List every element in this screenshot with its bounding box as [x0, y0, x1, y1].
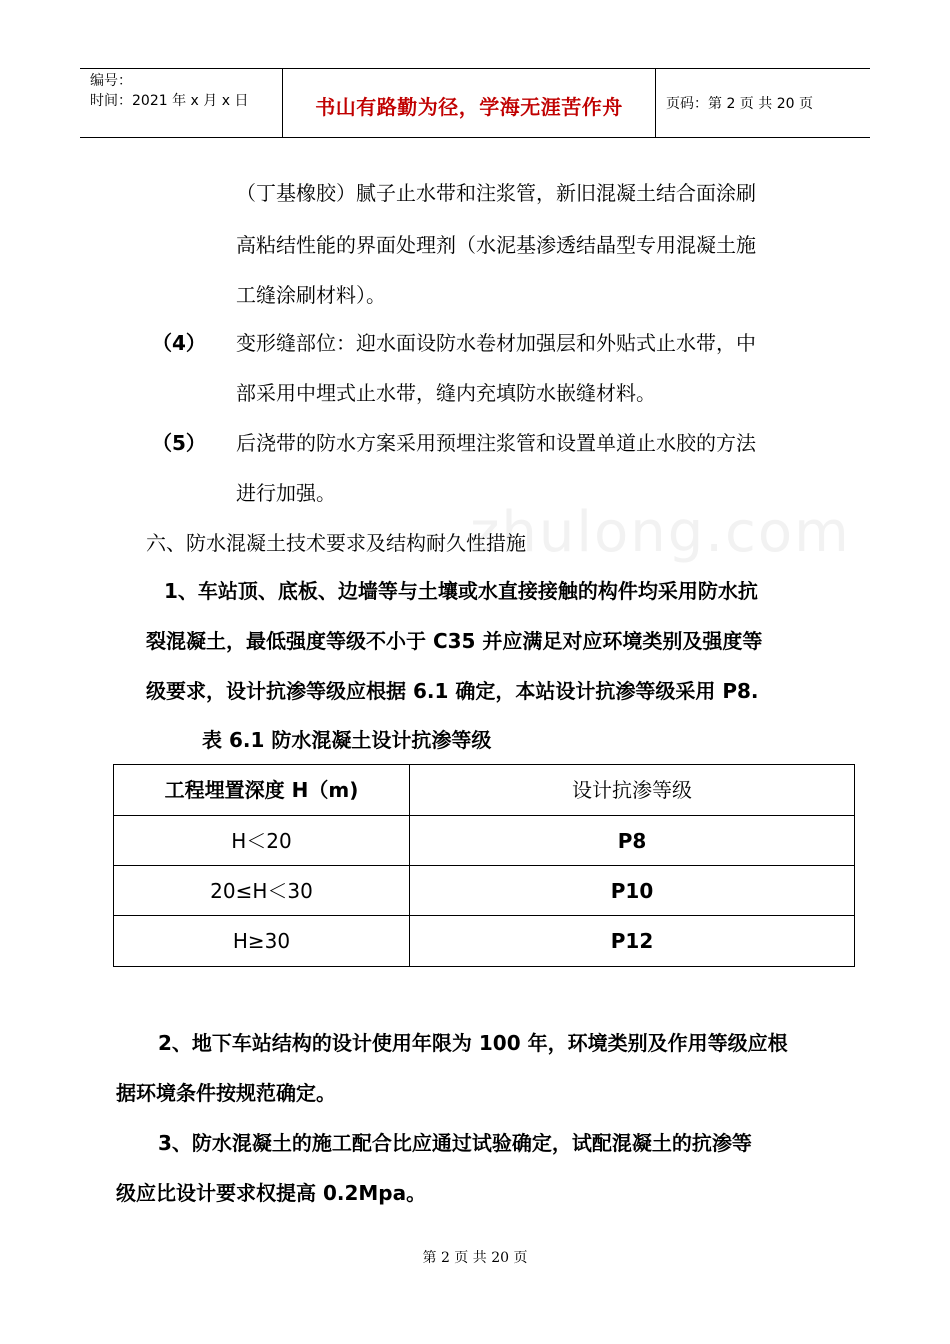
section-6-item-1-line: 裂混凝土，最低强度等级不小于 C35 并应满足对应环境类别及强度等: [146, 629, 763, 653]
paragraph-line: 工缝涂刷材料）。: [236, 283, 386, 307]
section-6-item-1-line: 1、车站顶、底板、边墙等与土壤或水直接接触的构件均采用防水抗: [164, 579, 758, 603]
table-row: [114, 815, 854, 866]
table-cell-depth: 20≤H＜30: [114, 866, 410, 916]
section-6-heading: 六、防水混凝土技术要求及结构耐久性措施: [146, 531, 526, 555]
table-cell-grade: P12: [610, 929, 654, 953]
item-5-label: （5）: [152, 431, 206, 455]
section-6-item-3-line: 3、防水混凝土的施工配合比应通过试验确定，试配混凝土的抗渗等: [158, 1131, 752, 1155]
item-4-label: （4）: [152, 331, 206, 355]
impermeability-table: [113, 764, 855, 967]
table-caption: 表 6.1 防水混凝土设计抗渗等级: [202, 728, 492, 752]
paragraph-line: 高粘结性能的界面处理剂（水泥基渗透结晶型专用混凝土施: [236, 233, 756, 257]
item-5-line: 后浇带的防水方案采用预埋注浆管和设置单道止水胶的方法: [236, 431, 756, 455]
page-info: 页码：第 2 页 共 20 页: [666, 96, 813, 112]
section-6-item-2-line: 据环境条件按规范确定。: [116, 1081, 336, 1105]
header-motto-cell: [282, 69, 656, 137]
number-label: 编号：: [90, 73, 132, 89]
watermark: zhulong.com: [470, 500, 851, 565]
section-6-item-2-line: 2、地下车站结构的设计使用年限为 100 年，环境类别及作用等级应根: [158, 1031, 788, 1055]
table-cell-grade: P10: [610, 879, 654, 903]
section-6-item-3-line: 级应比设计要求权提高 0.2Mpa。: [116, 1181, 427, 1205]
page-footer: 第 2 页 共 20 页: [422, 1250, 528, 1266]
table-header-row: [114, 765, 854, 815]
section-6-item-1-line: 级要求，设计抗渗等级应根据 6.1 确定，本站设计抗渗等级采用 P8.: [146, 679, 759, 703]
time-label: 时间：2021 年 x 月 x 日: [90, 93, 249, 109]
header-page-cell: [656, 69, 870, 137]
item-5-line: 进行加强。: [236, 481, 336, 505]
paragraph-line: （丁基橡胶）腻子止水带和注浆管，新旧混凝土结合面涂刷: [236, 181, 756, 205]
motto-text: 书山有路勤为径，学海无涯苦作舟: [315, 95, 623, 119]
table-cell-depth: H≥30: [114, 916, 410, 966]
header-meta-cell: [80, 69, 282, 137]
page-header: [80, 68, 870, 138]
table-row: [114, 915, 854, 966]
table-cell-grade: P8: [617, 829, 647, 853]
table-row: [114, 865, 854, 916]
table-header-depth: 工程埋置深度 H（m): [114, 765, 410, 815]
table-cell-depth: H＜20: [114, 816, 410, 866]
item-4-line: 部采用中埋式止水带，缝内充填防水嵌缝材料。: [236, 381, 656, 405]
item-4-line: 变形缝部位：迎水面设防水卷材加强层和外贴式止水带，中: [236, 331, 756, 355]
table-header-grade: 设计抗渗等级: [572, 778, 692, 802]
